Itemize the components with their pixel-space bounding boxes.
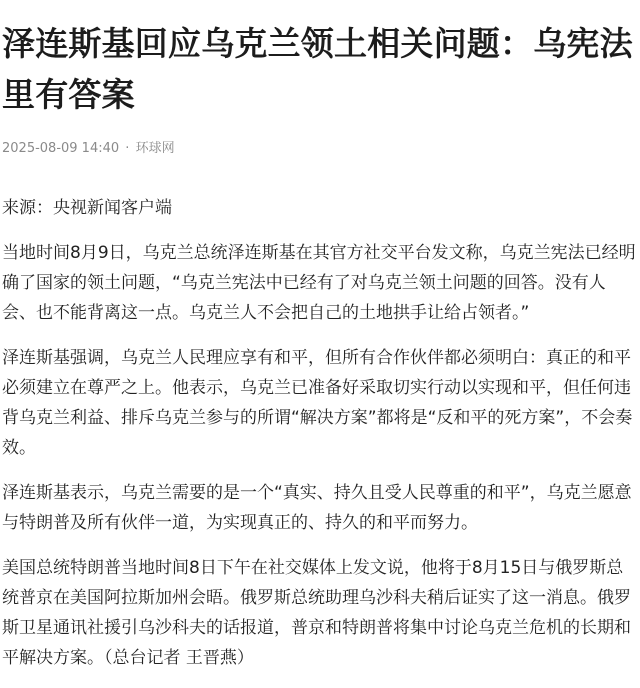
article-meta [2, 140, 175, 158]
paragraph: 泽连斯基强调，乌克兰人民理应享有和平，但所有合作伙伴都必须明白：真正的和平必须建立在尊严之上。他表示，乌克兰已准备好采取切实行动以实现和平，但任何违背乌克兰利益、排斥乌克兰参与的所谓“解决方案”都将是“反和平的死方案”，不会奏效。 [2, 348, 633, 458]
paragraph: 泽连斯基表示，乌克兰需要的是一个“真实、持久且受人民尊重的和平”，乌克兰愿意与特朗普及所有伙伴一道，为实现真正的、持久的和平而努力。 [2, 483, 632, 533]
paragraph: 当地时间8月9日，乌克兰总统泽连斯基在其官方社交平台发文称，乌克兰宪法已经明确了国家的领土问题，“乌克兰宪法中已经有了对乌克兰领土问题的回答。没有人会、也不能背离这一点。乌克兰人不会把自己的土地拱手让给占领者。” [2, 243, 636, 323]
article-body [2, 193, 636, 688]
article-title: 泽连斯基回应乌克兰领土相关问题：乌宪法里有答案 [2, 24, 633, 114]
meta-separator: · [125, 141, 130, 156]
publish-date: 2025-08-09 14:40 [2, 141, 120, 156]
paragraph: 美国总统特朗普当地时间8日下午在社交媒体上发文说，他将于8月15日与俄罗斯总统普京在美国阿拉斯加州会晤。俄罗斯总统助理乌沙科夫稍后证实了这一消息。俄罗斯卫星通讯社援引乌沙科夫的话报道，普京和特朗普将集中讨论乌克兰危机的长期和平解决方案。（总台记者 王晋燕） [2, 558, 631, 668]
source-line: 来源：央视新闻客户端 [2, 198, 172, 218]
source-name: 环球网 [135, 141, 175, 156]
